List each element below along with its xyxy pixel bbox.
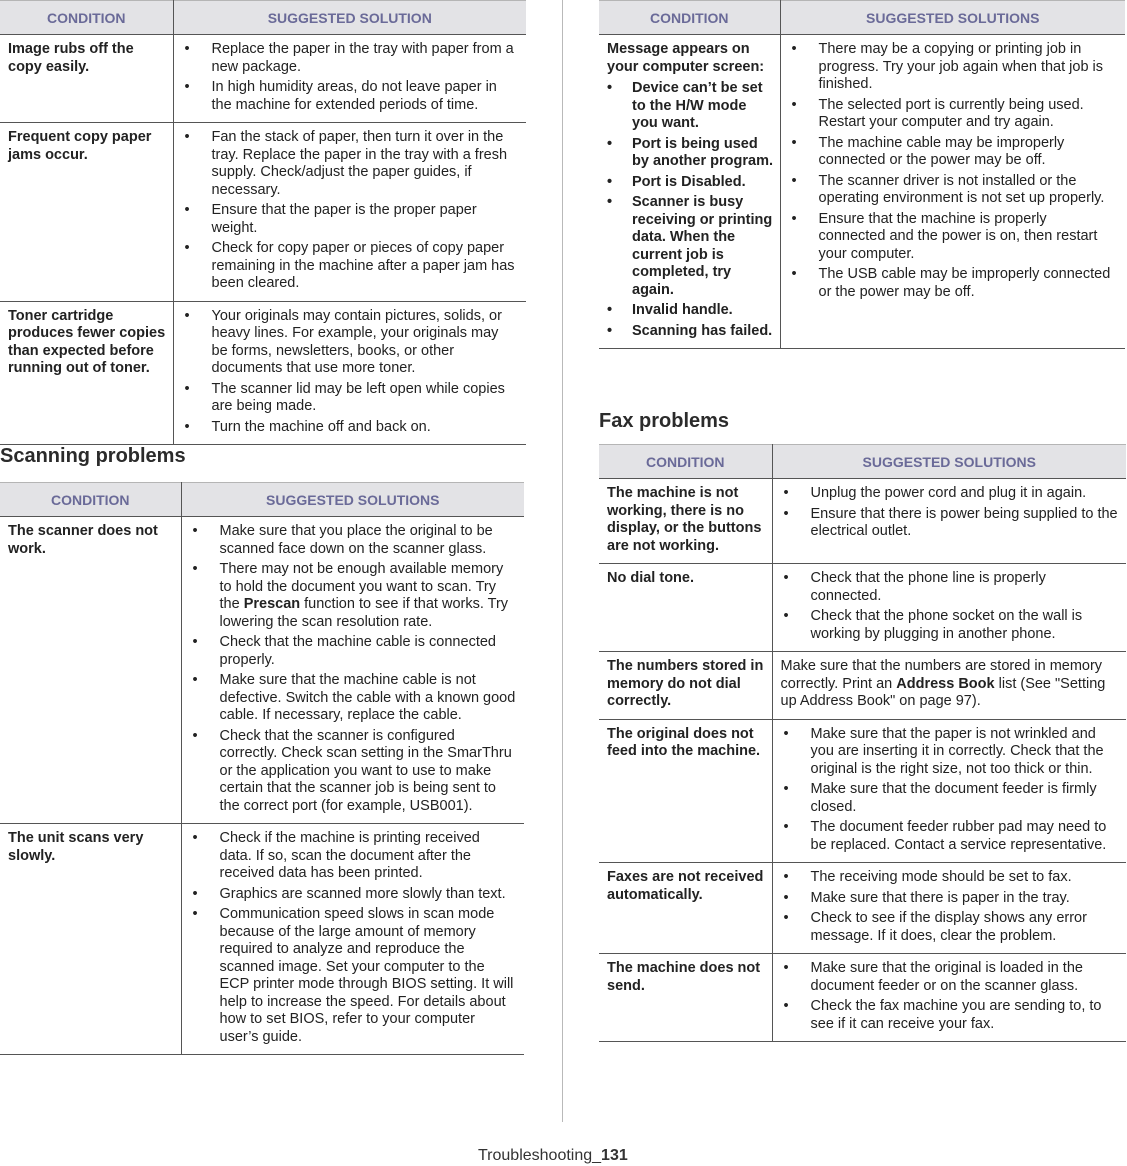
fax-problems-heading: Fax problems	[599, 410, 730, 432]
table-row	[0, 35, 526, 123]
header-solutions: SUGGESTED SOLUTIONS	[181, 483, 524, 517]
header-solutions: SUGGESTED SOLUTIONS	[780, 1, 1125, 35]
plain-solution	[781, 658, 1119, 711]
text-span: There may not be enough available memory to hold the document you want to scan. Try the	[219, 561, 504, 612]
list-item: • The selected port is currently being used. Restart your computer and try again.	[789, 97, 1118, 132]
solution-cell	[780, 35, 1125, 349]
list-item: • Check that the machine cable is connected properly.	[190, 634, 517, 669]
header-solutions: SUGGESTED SOLUTIONS	[772, 445, 1126, 479]
page-footer	[478, 1147, 628, 1165]
list-item: • Turn the machine off and back on.	[182, 419, 519, 437]
list-item	[190, 561, 517, 631]
list-item: • The scanner driver is not installed or the operating environment is not set up properly.	[789, 173, 1118, 208]
condition-cell: No dial tone.	[599, 564, 772, 652]
list-item: • Make sure that the paper is not wrinkled and you are inserting it in correctly. Check that the original is the right size, not too thick or thin.	[781, 726, 1119, 779]
list-item: • Your originals may contain pictures, solids, or heavy lines. For example, your originals may be forms, newsletters, books, or other documents that use more toner.	[182, 308, 519, 378]
list-item: • Check that the phone line is properly connected.	[781, 570, 1119, 605]
condition-cell: The machine is not working, there is no display, or the buttons are not working.	[599, 479, 772, 564]
text-span: list (See "Setting up Address Book" on page 97).	[780, 675, 1106, 709]
solution-cell	[772, 564, 1126, 652]
solution-cell	[772, 863, 1126, 954]
list-item: • Replace the paper in the tray with paper from a new package.	[182, 41, 519, 76]
copy-problems-table	[0, 0, 526, 445]
condition-cell: Faxes are not received automatically.	[599, 863, 772, 954]
list-item: • Make sure that you place the original to be scanned face down on the scanner glass.	[190, 523, 517, 558]
list-item: • Port is Disabled.	[607, 174, 776, 192]
list-item: • Make sure that the original is loaded in the document feeder or on the scanner glass.	[781, 960, 1119, 995]
header-condition: CONDITION	[0, 483, 181, 517]
condition-cell	[599, 35, 780, 349]
list-item: • Fan the stack of paper, then turn it over in the tray. Replace the paper in the tray with a fresh supply. Check/adjust the paper guides, if necessary.	[182, 129, 519, 199]
condition-cell: The numbers stored in memory do not dial correctly.	[599, 652, 772, 720]
table-row	[599, 652, 1126, 720]
condition-cell: The scanner does not work.	[0, 517, 181, 824]
left-column	[0, 0, 526, 1045]
condition-cell: Frequent copy paper jams occur.	[0, 123, 173, 302]
condition-title: Message appears on your computer screen:	[607, 41, 765, 75]
solution-cell	[772, 719, 1126, 863]
prescan-label: Prescan	[243, 596, 301, 612]
header-solution: SUGGESTED SOLUTION	[173, 1, 526, 35]
address-book-label: Address Book	[896, 675, 995, 692]
scanning-problems-heading: Scanning problems	[0, 445, 186, 467]
table-row	[0, 824, 524, 1055]
table-row	[0, 123, 526, 302]
footer-section: Troubleshooting_	[478, 1147, 602, 1164]
table-row	[0, 301, 526, 445]
condition-cell: Image rubs off the copy easily.	[0, 35, 173, 123]
table-row	[599, 719, 1126, 863]
header-condition: CONDITION	[599, 445, 772, 479]
header-condition: CONDITION	[599, 1, 780, 35]
list-item: • The USB cable may be improperly connected or the power may be off.	[789, 266, 1118, 301]
list-item: • Make sure that the document feeder is firmly closed.	[781, 781, 1119, 816]
fax-problems-table	[599, 444, 1126, 1042]
table-row	[599, 954, 1126, 1042]
list-item: • Check for copy paper or pieces of copy paper remaining in the machine after a paper jam has been cleared.	[182, 240, 519, 293]
solution-cell	[173, 123, 526, 302]
list-item: • The receiving mode should be set to fax.	[781, 869, 1119, 887]
list-item: • The scanner lid may be left open while copies are being made.	[182, 381, 519, 416]
list-item: • Scanning has failed.	[607, 323, 776, 341]
solution-cell	[181, 824, 524, 1055]
condition-cell: The original does not feed into the machine.	[599, 719, 772, 863]
list-item: • Ensure that the paper is the proper paper weight.	[182, 202, 519, 237]
solution-cell	[173, 301, 526, 445]
list-item: • In high humidity areas, do not leave paper in the machine for extended periods of time.	[182, 79, 519, 114]
list-item: • Ensure that there is power being supplied to the electrical outlet.	[781, 506, 1119, 541]
condition-cell: Toner cartridge produces fewer copies than expected before running out of toner.	[0, 301, 173, 445]
list-item: • Port is being used by another program.	[607, 136, 776, 171]
list-item: • There may be a copying or printing job in progress. Try your job again when that job is finished.	[789, 41, 1118, 94]
list-item: • The document feeder rubber pad may need to be replaced. Contact a service representative.	[781, 819, 1119, 854]
condition-cell: The unit scans very slowly.	[0, 824, 181, 1055]
solution-cell	[772, 652, 1126, 720]
solution-cell	[772, 954, 1126, 1042]
list-item: • Check if the machine is printing received data. If so, scan the document after the received data has been printed.	[190, 830, 517, 883]
scanning-problems-table	[0, 482, 524, 1055]
table-row	[599, 479, 1126, 564]
list-item: • Make sure that there is paper in the tray.	[781, 890, 1119, 908]
text-span: function to see if that works. Try lowering the scan resolution rate.	[219, 596, 509, 630]
solution-cell	[181, 517, 524, 824]
list-item: • Make sure that the machine cable is not defective. Switch the cable with a known good cable. If necessary, replace the cable.	[190, 672, 517, 725]
list-item: • Graphics are scanned more slowly than text.	[190, 886, 517, 904]
list-item: • The machine cable may be improperly connected or the power may be off.	[789, 135, 1118, 170]
list-item: • Check to see if the display shows any error message. If it does, clear the problem.	[781, 910, 1119, 945]
list-item: • Scanner is busy receiving or printing data. When the current job is completed, try again.	[607, 194, 776, 299]
column-divider	[562, 0, 563, 1122]
table-row	[0, 517, 524, 824]
list-item: • Communication speed slows in scan mode because of the large amount of memory required to analyze and reproduce the scanned image. Set your computer to the ECP printer mode through BIOS setting. It will help to increase the speed. For details about how to set BIOS, refer to your computer user’s guide.	[190, 906, 517, 1046]
list-item: • Check that the scanner is configured correctly. Check scan setting in the SmarThru or the application you want to use to make certain that the scanner job is being sent to the correct port (for example, USB001).	[190, 728, 517, 816]
table-row	[599, 564, 1126, 652]
header-condition: CONDITION	[0, 1, 173, 35]
list-item: • Invalid handle.	[607, 302, 776, 320]
list-item: • Ensure that the machine is properly connected and the power is on, then restart your computer.	[789, 211, 1118, 264]
condition-cell: The machine does not send.	[599, 954, 772, 1042]
page-number: 131	[601, 1147, 628, 1164]
list-item: • Check the fax machine you are sending to, to see if it can receive your fax.	[781, 998, 1119, 1033]
list-item: • Device can’t be set to the H/W mode you want.	[607, 80, 776, 133]
right-column	[599, 0, 1126, 1032]
list-item: • Check that the phone socket on the wall is working by plugging in another phone.	[781, 608, 1119, 643]
table-row	[599, 35, 1125, 349]
scanner-message-table	[599, 0, 1125, 349]
table-row	[599, 863, 1126, 954]
list-item: • Unplug the power cord and plug it in again.	[781, 485, 1119, 503]
text-span: Make sure that the numbers are stored in memory correctly. Print an	[780, 658, 1103, 692]
solution-cell	[173, 35, 526, 123]
solution-cell	[772, 479, 1126, 564]
